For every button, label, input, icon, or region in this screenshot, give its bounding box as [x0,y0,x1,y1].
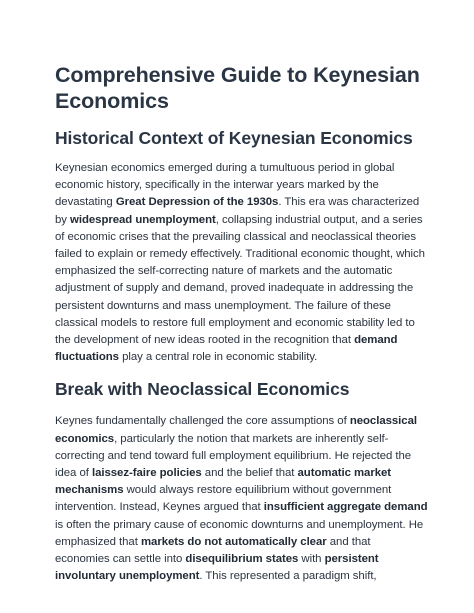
paragraph-historical-context [55,160,428,366]
bold-laissez-faire: laissez-faire policies [91,467,202,480]
bold-insufficient-aggregate-demand: insufficient aggregate demand [263,501,428,514]
paragraph-break-neoclassical [55,413,428,585]
bold-great-depression: Great Depression of the 1930s [115,196,279,209]
bold-widespread-unemployment: widespread unemployment [70,213,216,226]
section-heading-historical-context: Historical Context of Keynesian Economics [55,128,413,148]
text-run: is often the primary cause of economic downturns and unemployment. He emphasized that [55,518,424,548]
text-run: with [298,553,325,566]
text-run: Keynesian economics emerged during a tumultuous period in global economic history, specifically in the interwar years marked by the devastating [55,162,395,209]
text-run: Keynes fundamentally challenged the core assumptions of [55,415,350,428]
text-run: , collapsing industrial output, and a series of economic crises that the prevailing classical and neoclassical theories failed to explain or remedy effectively. Traditional economic thought, which emphasized the self-correcting nature of markets and the automatic adjustment of supply and demand, proved inadequate in addressing the persistent downturns and mass unemployment. The failure of these classical models to restore full employment and economic stability led to the development of new ideas rooted in the recognition that [55,213,425,347]
text-run: , particularly the notion that markets are inherently self-correcting and tend toward full employment equilibrium. He rejected the idea of [55,432,412,480]
text-run: and that economies can settle into [55,535,371,566]
bold-neoclassical-economics: neoclassical economics [55,415,417,445]
bold-persistent-involuntary-unemployment: persistent involuntary unemployment [55,553,379,583]
section-heading-break-neoclassical: Break with Neoclassical Economics [55,379,350,400]
bold-disequilibrium-states: disequilibrium states [185,553,299,566]
text-run: . This represented a paradigm shift, [199,570,377,583]
bold-markets-do-not-clear: markets do not automatically clear [140,535,327,548]
text-run: would always restore equilibrium without government intervention. Instead, Keynes argued that [55,484,392,514]
document-title: Comprehensive Guide to Keynesian Economics [55,63,420,113]
text-run: . This era was characterized by [55,196,420,226]
text-run: and the belief that [201,467,298,480]
text-run: play a central role in economic stability. [118,351,318,364]
bold-automatic-market-mechanisms: automatic market mechanisms [55,467,392,497]
bold-demand-fluctuations: demand fluctuations [55,334,398,364]
